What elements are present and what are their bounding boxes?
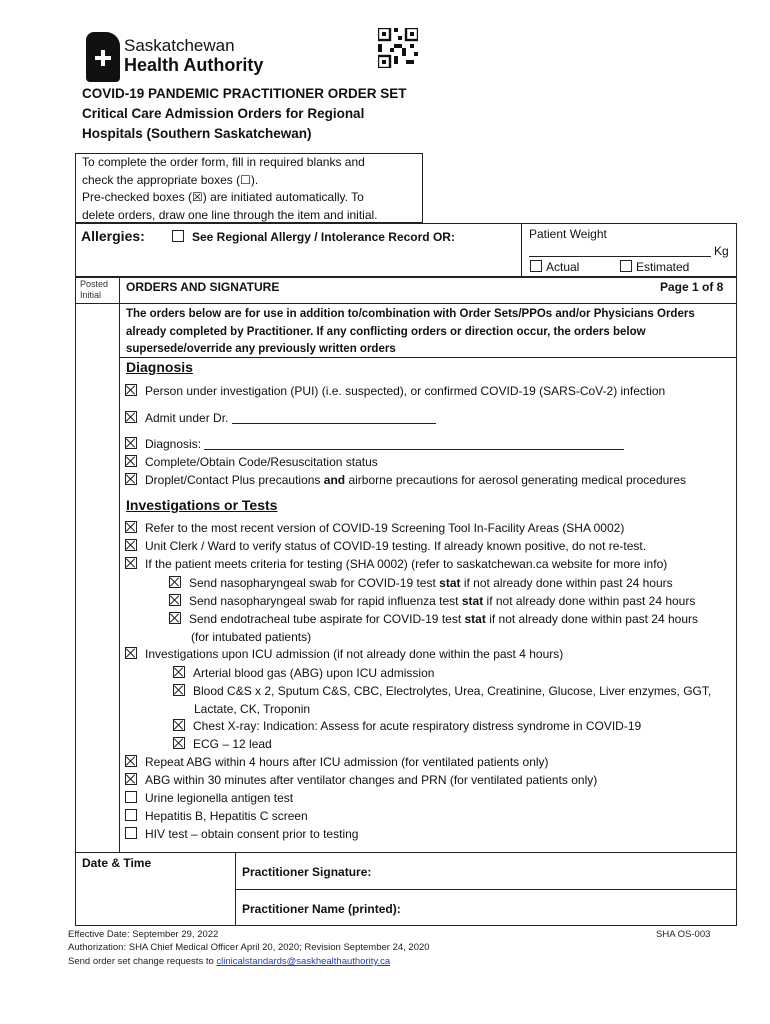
allergies-label: Allergies: [81,228,145,244]
inv-item-legionella[interactable]: Urine legionella antigen test [125,791,293,805]
icu-ecg[interactable]: ECG – 12 lead [173,737,272,751]
orders-header-title: ORDERS AND SIGNATURE [126,280,280,294]
dx-item-admit[interactable]: Admit under Dr. [125,411,436,425]
dx-item-pui[interactable]: Person under investigation (PUI) (i.e. suspected), or confirmed COVID-19 (SARS-CoV-2) infection [125,384,665,398]
dx-item-code[interactable]: Complete/Obtain Code/Resuscitation status [125,455,378,469]
logo-text-2: Health Authority [124,55,264,75]
allergy-option[interactable]: See Regional Allergy / Intolerance Record OR: [172,230,455,244]
actual-option[interactable]: Actual [530,260,579,274]
authorization: Authorization: SHA Chief Medical Officer April 20, 2020; Revision September 24, 2020 [68,942,430,953]
logo-text-1: Saskatchewan [124,36,235,55]
aspirate-note: (for intubated patients) [191,630,312,644]
allergy-checkbox[interactable] [172,230,184,242]
investigations-heading: Investigations or Tests [126,497,278,513]
signature-row-line [235,889,737,890]
estimated-option[interactable]: Estimated [620,260,689,274]
diagnosis-heading: Diagnosis [126,359,193,375]
inv-item-hepatitis[interactable]: Hepatitis B, Hepatitis C screen [125,809,308,823]
aspirate-covid[interactable]: Send endotracheal tube aspirate for COVID-19 test stat if not already done within past 24 hours [169,612,698,626]
effective-date: Effective Date: September 29, 2022 [68,929,219,940]
inv-item-criteria[interactable]: If the patient meets criteria for testing (SHA 0002) (refer to saskatchewan.ca website for more info) [125,557,667,571]
inv-item-screening[interactable]: Refer to the most recent version of COVID-19 Screening Tool In-Facility Areas (SHA 0002) [125,521,624,535]
icu-blood[interactable]: Blood C&S x 2, Sputum C&S, CBC, Electrolytes, Urea, Creatinine, Glucose, Liver enzymes, GGT, [173,684,711,698]
icu-xray[interactable]: Chest X-ray: Indication: Assess for acute respiratory distress syndrome in COVID-19 [173,719,641,733]
weight-field[interactable] [529,256,711,257]
page-number: Page 1 of 8 [660,280,724,294]
intro-text: The orders below are for use in addition to/combination with Order Sets/PPOs and/or Physicians Orders already completed by Practitioner. If any conflicting orders or direction occur, the orders below supersede/override any previously written orders [126,308,695,355]
swab-influenza[interactable]: Send nasopharyngeal swab for rapid influenza test stat if not already done within past 24 hours [169,594,695,608]
inv-item-icu[interactable]: Investigations upon ICU admission (if not already done within the past 4 hours) [125,647,563,661]
signature-label[interactable]: Practitioner Signature: [242,865,372,879]
inv-item-abg-vent[interactable]: ABG within 30 minutes after ventilator changes and PRN (for ventilated patients only) [125,773,597,787]
date-time-label: Date & Time [82,856,152,870]
icu-abg[interactable]: Arterial blood gas (ABG) upon ICU admission [173,666,434,680]
patient-weight-box: Patient Weight Kg Actual Estimated [521,223,737,277]
name-label[interactable]: Practitioner Name (printed): [242,902,401,916]
email-link[interactable]: clinicalstandards@saskhealthauthority.ca [216,956,391,967]
icu-blood-cont: Lactate, CK, Troponin [194,702,311,716]
admit-field[interactable] [232,411,436,424]
instructions-box: To complete the order form, fill in required blanks and check the appropriate boxes (☐). Pre-checked boxes (☒) are initiated automatically. To delete orders, draw one line through the item and initial. [75,153,423,223]
change-request: Send order set change requests to clinicalstandards@saskhealthauthority.ca [68,956,391,967]
right-border [736,304,737,852]
posted-initial-label: Posted Initial [80,279,109,300]
qr-code-icon [378,28,418,68]
inv-item-hiv[interactable]: HIV test – obtain consent prior to testing [125,827,358,841]
left-border [75,304,76,852]
column-divider [119,277,120,852]
diagnosis-field[interactable] [204,437,624,450]
dx-item-diagnosis[interactable]: Diagnosis: [125,437,624,451]
form-code: SHA OS-003 [656,929,711,940]
dx-item-precautions[interactable]: Droplet/Contact Plus precautions and airborne precautions for aerosol generating medical procedures [125,473,686,487]
inv-item-verify[interactable]: Unit Clerk / Ward to verify status of COVID-19 testing. If already known positive, do not re-test. [125,539,646,553]
sha-logo-icon [86,32,120,82]
document-title: COVID-19 PANDEMIC PRACTITIONER ORDER SET Critical Care Admission Orders for Regional Hospitals (Southern Saskatchewan) [82,86,407,141]
inv-item-repeat-abg[interactable]: Repeat ABG within 4 hours after ICU admission (for ventilated patients only) [125,755,549,769]
swab-covid[interactable]: Send nasopharyngeal swab for COVID-19 test stat if not already done within past 24 hours [169,576,673,590]
